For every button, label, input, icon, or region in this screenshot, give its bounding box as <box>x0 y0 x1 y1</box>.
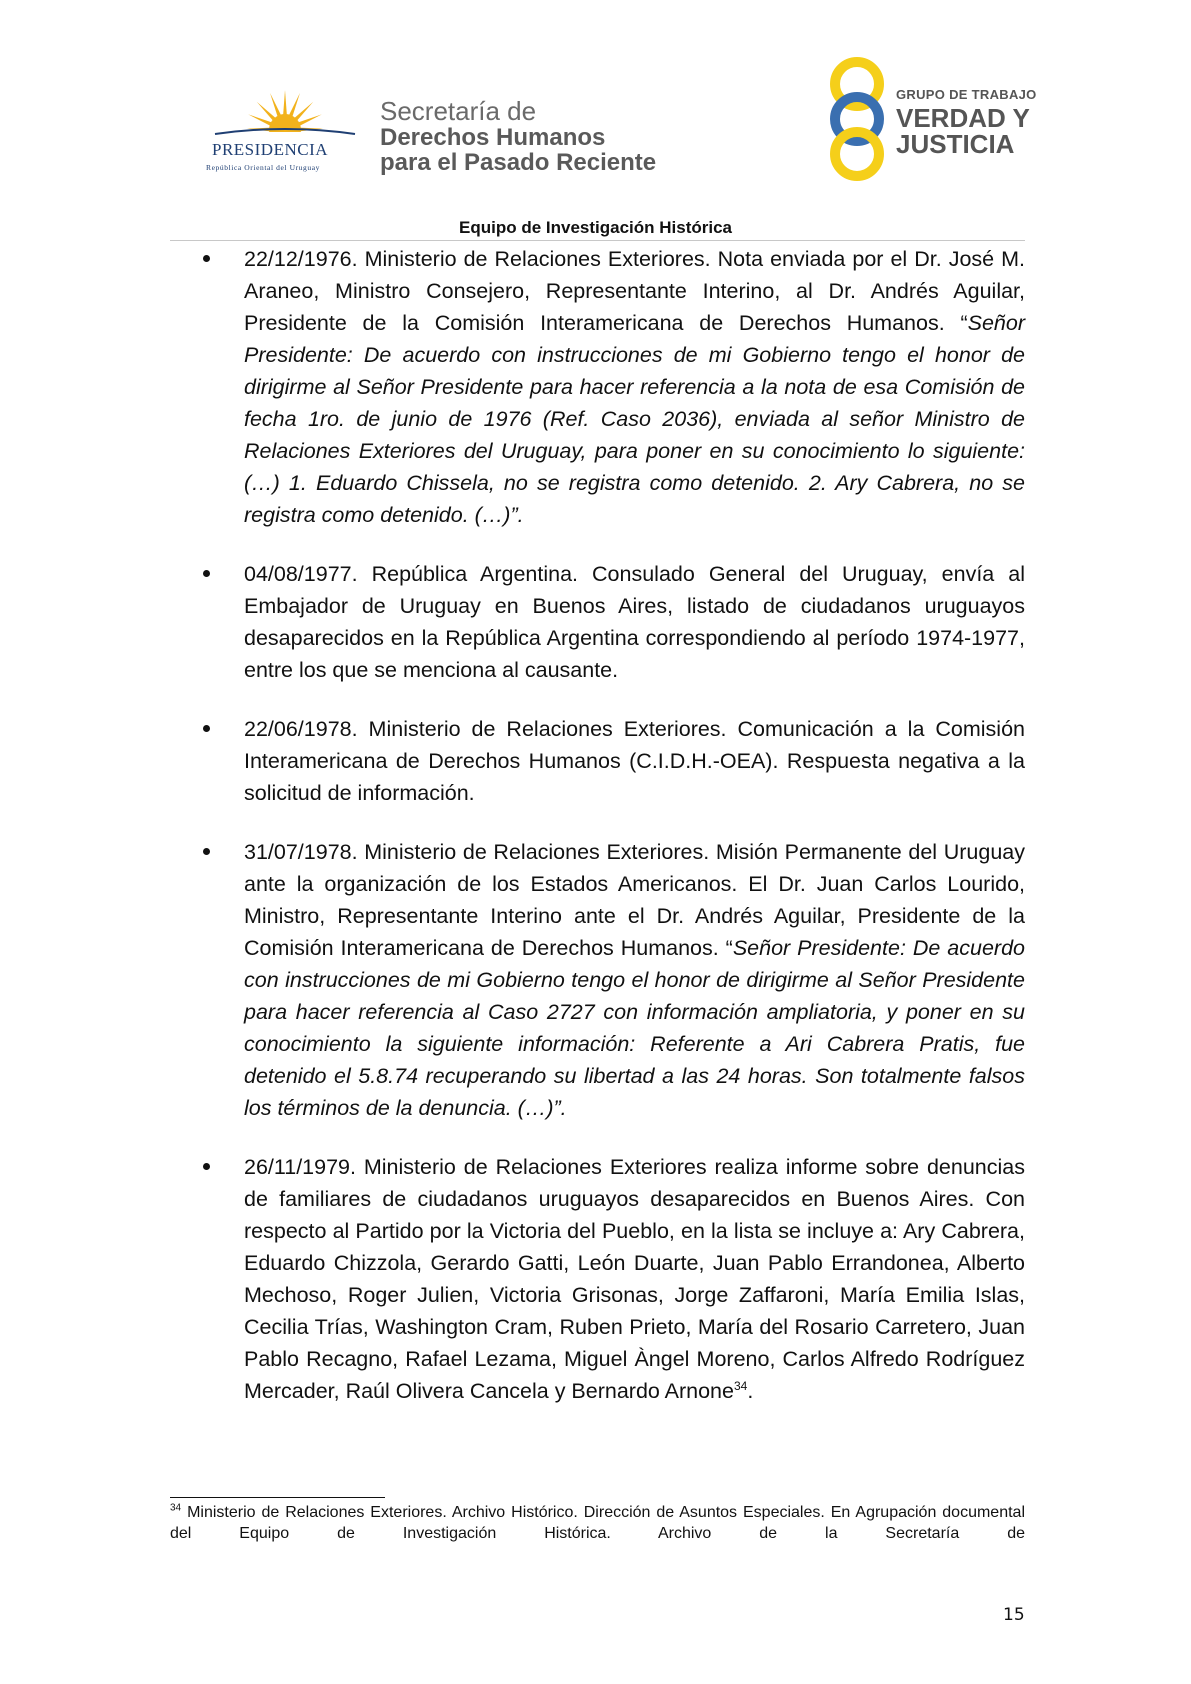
document-body <box>170 243 1025 1434</box>
verdad-justicia-rings-logo <box>818 56 896 182</box>
grupo-trabajo-label: GRUPO DE TRABAJO <box>896 87 1037 102</box>
entry-text: 26/11/1979. Ministerio de Relaciones Exteriores realiza informe sobre denuncias de familiares de ciudadanos uruguayos desaparecidos en Buenos Aires. Con respecto al Partido por la Victoria del Pueblo, en la lista se incluye a: Ary Cabrera, Eduardo Chizzola, Gerardo Gatti, León Duarte, Juan Pablo Errandonea, Alberto Mechoso, Roger Julien, Victoria Grisonas, Jorge Zaffaroni, María Emilia Islas, Cecilia Trías, Washington Cram, Ruben Prieto, María del Rosario Carretero, Juan Pablo Recagno, Rafael Lezama, Miguel Àngel Moreno, Carlos Alfredo Rodríguez Mercader, Raúl Olivera Cancela y Bernardo Arnone <box>244 1155 1025 1403</box>
entry-quote: Señor Presidente: De acuerdo con instrucciones de mi Gobierno tengo el honor de dirigirme al Señor Presidente para hacer referencia al Caso 2727 con información ampliatoria, y poner en su conocimiento la siguiente información: Referente a Ari Cabrera Pratis, fue detenido el 5.8.74 recuperando su libertad a las 24 horas. Son totalmente falsos los términos de la denuncia. (…)”. <box>244 936 1025 1120</box>
list-item <box>170 836 1025 1124</box>
chronology-list <box>170 243 1025 1407</box>
team-title: Equipo de Investigación Histórica <box>459 218 732 237</box>
secretaria-wordmark <box>380 98 656 176</box>
list-item <box>170 713 1025 809</box>
list-item <box>170 558 1025 686</box>
entry-text: 04/08/1977. República Argentina. Consulado General del Uruguay, envía al Embajador de Uruguay en Buenos Aires, listado de ciudadanos uruguayos desaparecidos en la República Argentina correspondiendo al período 1974-1977, entre los que se menciona al causante. <box>244 562 1025 682</box>
list-item <box>170 243 1025 531</box>
verdad-label: VERDAD Y <box>896 103 1030 133</box>
bullet-icon <box>203 255 210 262</box>
footnote-number: 34 <box>170 1502 182 1514</box>
presidencia-subtitle: República Oriental del Uruguay <box>206 163 321 172</box>
entry-text: 22/12/1976. Ministerio de Relaciones Exteriores. Nota enviada por el Dr. José M. Araneo, Ministro Consejero, Representante Interino, al Dr. Andrés Aguilar, Presidente de la Comisión Interamericana de Derechos Humanos. “ <box>244 247 1025 335</box>
bullet-icon <box>203 725 210 732</box>
page-header <box>0 0 1191 200</box>
list-item <box>170 1151 1025 1407</box>
secretaria-line-2: Derechos Humanos <box>380 124 606 152</box>
bullet-icon <box>203 1163 210 1170</box>
page-number: 15 <box>1003 1605 1025 1625</box>
footnote-reference[interactable]: 34 <box>733 1378 748 1393</box>
entry-quote: Señor Presidente: De acuerdo con instrucciones de mi Gobierno tengo el honor de dirigirme al Señor Presidente para hacer referencia a la nota de esa Comisión de fecha 1ro. de junio de 1976 (Ref. Caso 2036), enviada al señor Ministro de Relaciones Exteriores del Uruguay, para poner en su conocimiento lo siguiente: (…) 1. Eduardo Chissela, no se registra como detenido. 2. Ary Cabrera, no se registra como detenido. (…)”. <box>244 311 1025 527</box>
header-divider <box>170 240 1025 241</box>
grupo-trabajo-wordmark <box>896 88 1037 157</box>
entry-text: 22/06/1978. Ministerio de Relaciones Exteriores. Comunicación a la Comisión Interamericana de Derechos Humanos (C.I.D.H.-OEA). Respuesta negativa a la solicitud de información. <box>244 717 1025 805</box>
secretaria-line-1: Secretaría de <box>380 96 537 126</box>
footnote-divider <box>170 1497 385 1498</box>
bullet-icon <box>203 570 210 577</box>
bullet-icon <box>203 848 210 855</box>
entry-text: 31/07/1978. Ministerio de Relaciones Exteriores. Misión Permanente del Uruguay ante la organización de los Estados Americanos. El Dr. Juan Carlos Lourido, Ministro, Representante Interino ante el Dr. Andrés Aguilar, Presidente de la Comisión Interamericana de Derechos Humanos. “ <box>244 840 1025 960</box>
justicia-label: JUSTICIA <box>896 129 1015 159</box>
entry-tail: . <box>747 1379 754 1403</box>
presidencia-wordmark: PRESIDENCIA <box>212 140 329 159</box>
footnote <box>170 1502 1025 1544</box>
footnote-text: Ministerio de Relaciones Exteriores. Archivo Histórico. Dirección de Asuntos Especiales. En Agrupación documental del Equipo de Investigación Histórica. Archivo de la Secretaría de <box>170 1504 1025 1542</box>
secretaria-line-3: para el Pasado Reciente <box>380 149 657 177</box>
